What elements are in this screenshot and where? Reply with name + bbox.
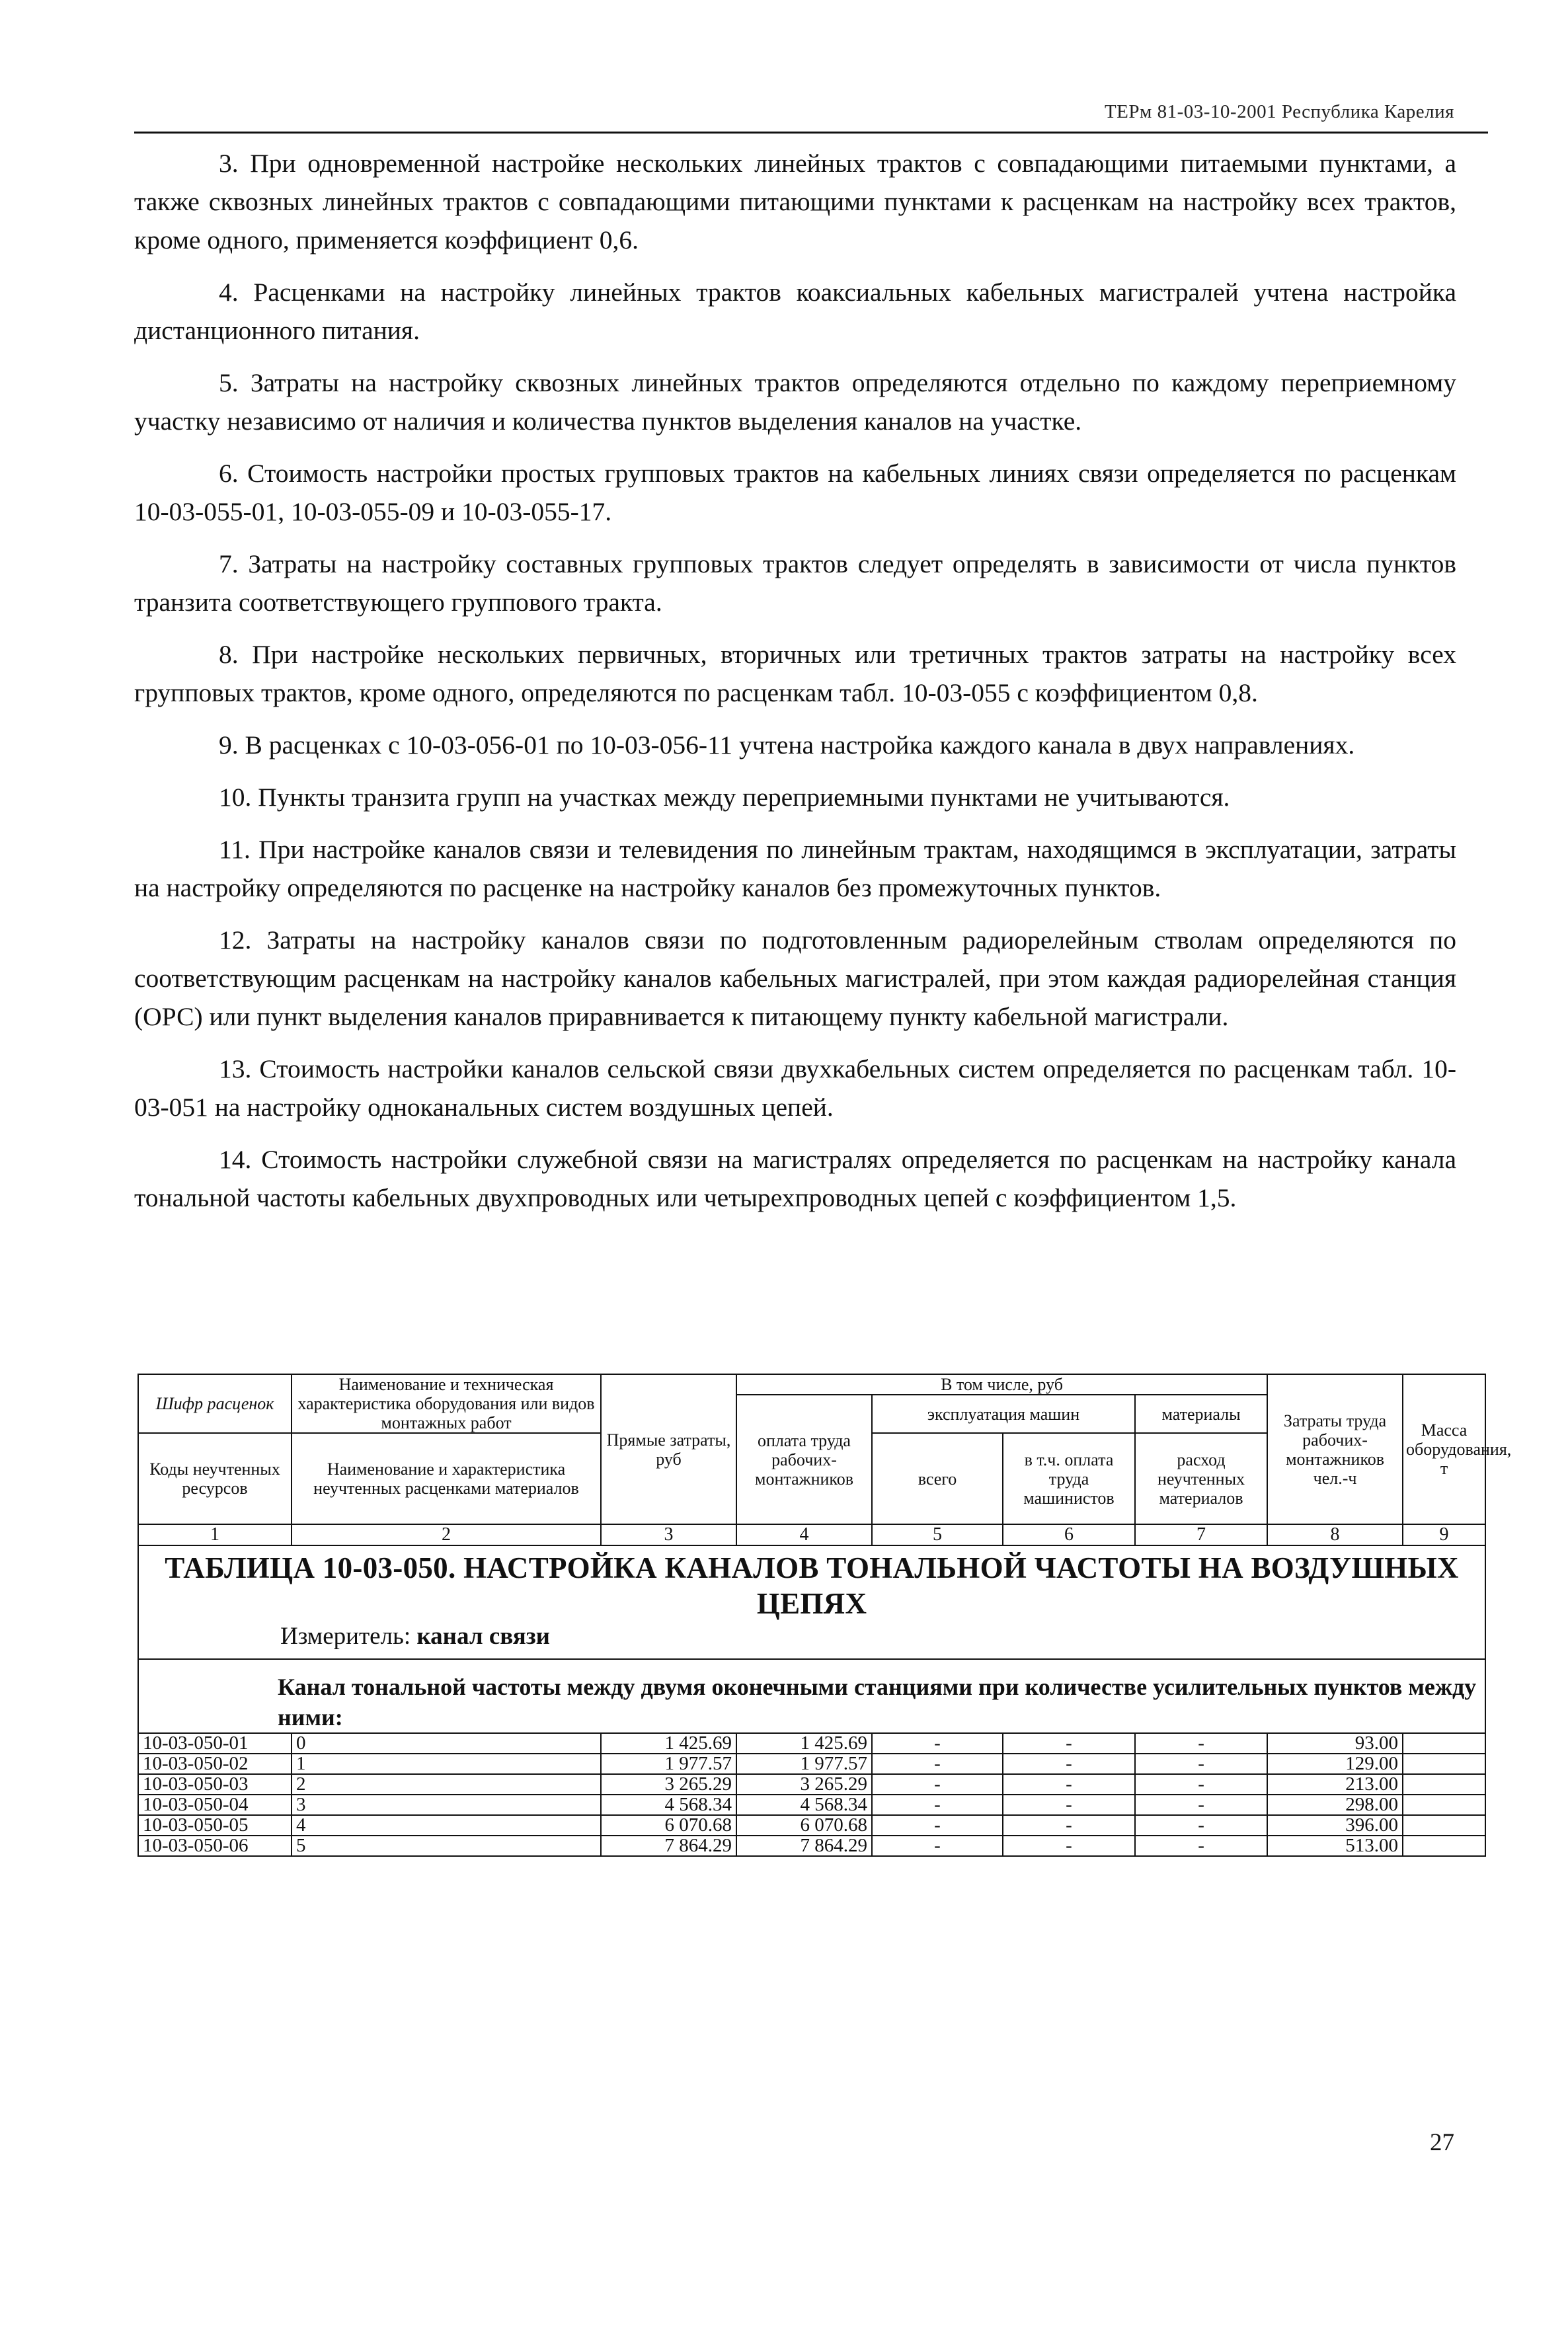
paragraph: 6. Стоимость настройки простых групповых трактов на кабельных линиях связи определяется по расценкам 10-03-055-01, 10-03-055-09 и 10-03-055-17. — [134, 459, 1456, 526]
body-text — [134, 144, 1456, 1231]
rate-materials: - — [1135, 1754, 1267, 1774]
measure-label: Измеритель: — [280, 1623, 411, 1650]
rate-mass — [1403, 1836, 1485, 1856]
rate-code: 10-03-050-04 — [138, 1795, 292, 1815]
table-row — [138, 1815, 1485, 1836]
rate-direct-costs: 3 265.29 — [601, 1774, 736, 1795]
column-number: 4 — [736, 1524, 872, 1545]
rate-operators: - — [1003, 1774, 1135, 1795]
rate-mass — [1403, 1815, 1485, 1836]
rate-name: 2 — [292, 1774, 601, 1795]
rate-code: 10-03-050-05 — [138, 1815, 292, 1836]
header-name: Наименование и техническая характеристика оборудования или видов монтажных работ — [292, 1374, 601, 1433]
table-title-row — [138, 1545, 1485, 1659]
header-materials: материалы — [1135, 1395, 1267, 1433]
rate-direct-costs: 7 864.29 — [601, 1836, 736, 1856]
rate-machines: - — [872, 1754, 1003, 1774]
rate-name: 1 — [292, 1754, 601, 1774]
rates-table-wrapper — [137, 1374, 1512, 1857]
rate-operators: - — [1003, 1815, 1135, 1836]
rate-materials: - — [1135, 1774, 1267, 1795]
rate-labor-pay: 3 265.29 — [736, 1774, 872, 1795]
rate-labor-pay: 6 070.68 — [736, 1815, 872, 1836]
rate-materials: - — [1135, 1795, 1267, 1815]
header-labor-pay: оплата труда рабочих-монтажников — [736, 1395, 872, 1524]
header-direct-costs: Прямые затраты, руб — [601, 1374, 736, 1524]
header-rule — [134, 132, 1488, 134]
paragraph: 14. Стоимость настройки служебной связи на магистралях определяется по расценкам на настройку канала тональной частоты кабельных двухпроводных или четырехпроводных цепей с коэффициентом 1,5. — [134, 1145, 1456, 1212]
rate-materials: - — [1135, 1815, 1267, 1836]
header-labor-hours: Затраты труда рабочих-монтажников чел.-ч — [1267, 1374, 1403, 1524]
rates-table — [137, 1374, 1512, 1857]
table-row — [138, 1795, 1485, 1815]
header-operators-pay: в т.ч. оплата труда машинистов — [1003, 1433, 1135, 1524]
rate-mass — [1403, 1733, 1485, 1754]
column-number: 7 — [1135, 1524, 1267, 1545]
rate-name: 0 — [292, 1733, 601, 1754]
rate-machines: - — [872, 1795, 1003, 1815]
header-machines: эксплуатация машин — [872, 1395, 1135, 1433]
rate-code: 10-03-050-01 — [138, 1733, 292, 1754]
header-codes: Коды неучтенных ресурсов — [138, 1433, 292, 1524]
paragraph: 7. Затраты на настройку составных групповых трактов следует определять в зависимости от числа пунктов транзита соответствующего группового тракта. — [134, 549, 1456, 617]
rate-labor-pay: 4 568.34 — [736, 1795, 872, 1815]
rate-mass — [1403, 1795, 1485, 1815]
paragraph: 3. При одновременной настройке нескольких линейных трактов с совпадающими питаемыми пунктами, а также сквозных линейных трактов с совпадающими питающими пунктами к расценкам на настройку всех трактов, кроме одного, применяется коэффициент 0,6. — [134, 149, 1456, 254]
rate-name: 5 — [292, 1836, 601, 1856]
rate-labor-pay: 7 864.29 — [736, 1836, 872, 1856]
table-row — [138, 1754, 1485, 1774]
table-subheading: Канал тональной частоты между двумя оконечными станциями при количестве усилительных пунктов между ними: — [138, 1659, 1485, 1733]
paragraph: 5. Затраты на настройку сквозных линейных трактов определяются отдельно по каждому переприемному участку независимо от наличия и количества пунктов выделения каналов на участке. — [134, 368, 1456, 436]
column-number: 6 — [1003, 1524, 1135, 1545]
rate-operators: - — [1003, 1754, 1135, 1774]
rate-machines: - — [872, 1815, 1003, 1836]
rate-operators: - — [1003, 1836, 1135, 1856]
header-mass: Масса оборудования, т — [1403, 1374, 1485, 1524]
rate-labor-pay: 1 977.57 — [736, 1754, 872, 1774]
rate-operators: - — [1003, 1795, 1135, 1815]
column-number: 3 — [601, 1524, 736, 1545]
paragraph: 9. В расценках с 10-03-056-01 по 10-03-056-11 учтена настройка каждого канала в двух направлениях. — [219, 730, 1355, 759]
table-measure — [148, 1621, 1475, 1652]
table-row — [138, 1836, 1485, 1856]
rate-materials: - — [1135, 1733, 1267, 1754]
rate-code: 10-03-050-03 — [138, 1774, 292, 1795]
rate-direct-costs: 4 568.34 — [601, 1795, 736, 1815]
header-materials-name: Наименование и характеристика неучтенных расценками материалов — [292, 1433, 601, 1524]
rate-labor-hours: 396.00 — [1267, 1815, 1403, 1836]
column-numbers-row — [138, 1524, 1485, 1545]
rate-name: 3 — [292, 1795, 601, 1815]
header-materials-consumption: расход неучтенных материалов — [1135, 1433, 1267, 1524]
rate-code: 10-03-050-06 — [138, 1836, 292, 1856]
header-machines-total: всего — [872, 1433, 1003, 1524]
rate-labor-pay: 1 425.69 — [736, 1733, 872, 1754]
column-number: 8 — [1267, 1524, 1403, 1545]
rate-labor-hours: 513.00 — [1267, 1836, 1403, 1856]
rate-operators: - — [1003, 1733, 1135, 1754]
rate-direct-costs: 1 425.69 — [601, 1733, 736, 1754]
rate-materials: - — [1135, 1836, 1267, 1856]
rate-machines: - — [872, 1836, 1003, 1856]
table-title: ТАБЛИЦА 10-03-050. НАСТРОЙКА КАНАЛОВ ТОНАЛЬНОЙ ЧАСТОТЫ НА ВОЗДУШНЫХ ЦЕПЯХ — [165, 1551, 1459, 1620]
paragraph: 13. Стоимость настройки каналов сельской связи двухкабельных систем определяется по расценкам табл. 10-03-051 на настройку одноканальных систем воздушных цепей. — [134, 1054, 1456, 1122]
rate-direct-costs: 6 070.68 — [601, 1815, 736, 1836]
column-number: 1 — [138, 1524, 292, 1545]
rate-labor-hours: 213.00 — [1267, 1774, 1403, 1795]
rate-labor-hours: 93.00 — [1267, 1733, 1403, 1754]
rate-labor-hours: 298.00 — [1267, 1795, 1403, 1815]
running-head: ТЕРм 81-03-10-2001 Республика Карелия — [1104, 101, 1454, 122]
rate-mass — [1403, 1774, 1485, 1795]
rate-machines: - — [872, 1774, 1003, 1795]
table-title-cell — [138, 1545, 1485, 1659]
rate-machines: - — [872, 1733, 1003, 1754]
column-number: 5 — [872, 1524, 1003, 1545]
measure-value: канал связи — [416, 1623, 550, 1650]
paragraph: 4. Расценками на настройку линейных трактов коаксиальных кабельных магистралей учтена настройка дистанционного питания. — [134, 278, 1456, 345]
paragraph: 10. Пункты транзита групп на участках между переприемными пунктами не учитываются. — [219, 783, 1230, 812]
column-number: 9 — [1403, 1524, 1485, 1545]
paragraph: 8. При настройке нескольких первичных, вторичных или третичных трактов затраты на настройку всех групповых трактов, кроме одного, определяются по расценкам табл. 10-03-055 с коэффициентом 0,8. — [134, 640, 1456, 707]
rate-direct-costs: 1 977.57 — [601, 1754, 736, 1774]
column-number: 2 — [292, 1524, 601, 1545]
paragraph: 11. При настройке каналов связи и телевидения по линейным трактам, находящимся в эксплуатации, затраты на настройку определяются по расценке на настройку каналов без промежуточных пунктов. — [134, 835, 1456, 902]
header-including: В том числе, руб — [736, 1374, 1267, 1395]
rate-labor-hours: 129.00 — [1267, 1754, 1403, 1774]
rate-name: 4 — [292, 1815, 601, 1836]
header-cipher: Шифр расценок — [138, 1374, 292, 1433]
table-row — [138, 1733, 1485, 1754]
table-row — [138, 1774, 1485, 1795]
paragraph: 12. Затраты на настройку каналов связи по подготовленным радиорелейным стволам определяются по соответствующим расценкам на настройку каналов кабельных магистралей, при этом каждая радиорелейная станция (ОРС) или пункт выделения каналов приравнивается к питающему пункту кабельной магистрали. — [134, 925, 1456, 1031]
rate-code: 10-03-050-02 — [138, 1754, 292, 1774]
subheading-row — [138, 1659, 1485, 1733]
page-number: 27 — [1430, 2129, 1454, 2156]
rate-mass — [1403, 1754, 1485, 1774]
